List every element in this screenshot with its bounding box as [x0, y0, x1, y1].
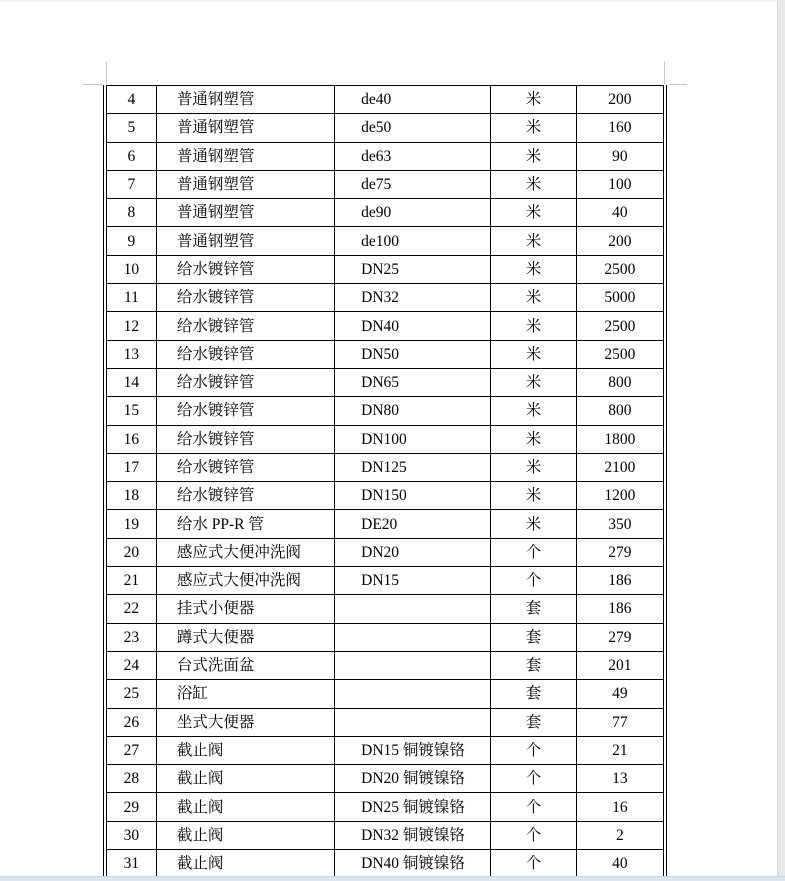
cell-qty[interactable]: 49: [576, 680, 665, 708]
cell-spec[interactable]: [335, 680, 491, 708]
table-row: [105, 793, 665, 821]
table-row: [105, 312, 665, 340]
table-row: [105, 227, 665, 255]
cell-number[interactable]: 8: [105, 199, 156, 227]
window-bottom-strip: [0, 876, 785, 881]
cell-unit[interactable]: 米: [491, 425, 577, 453]
cell-unit[interactable]: 米: [491, 312, 577, 340]
cell-number[interactable]: 16: [105, 425, 156, 453]
cell-name[interactable]: 感应式大便冲洗阀: [156, 567, 334, 595]
cell-qty[interactable]: 1800: [576, 425, 665, 453]
cell-name[interactable]: 普通钢塑管: [156, 199, 334, 227]
cell-number[interactable]: 27: [105, 736, 156, 764]
cell-unit[interactable]: 个: [491, 538, 577, 566]
cell-unit[interactable]: 个: [491, 850, 577, 878]
cell-number[interactable]: 28: [105, 765, 156, 793]
cell-spec[interactable]: de40: [335, 86, 491, 114]
cell-number[interactable]: 9: [105, 227, 156, 255]
cell-number[interactable]: 13: [105, 340, 156, 368]
cell-name[interactable]: 给水 PP-R 管: [156, 510, 334, 538]
cell-name[interactable]: 截止阀: [156, 850, 334, 878]
cell-name[interactable]: 普通钢塑管: [156, 227, 334, 255]
text-boundary-mark-top-right-vertical: [664, 62, 665, 84]
table-row: [105, 114, 665, 142]
cell-unit[interactable]: 个: [491, 567, 577, 595]
cell-number[interactable]: 21: [105, 567, 156, 595]
cell-qty[interactable]: 350: [576, 510, 665, 538]
table-row: [105, 199, 665, 227]
cell-qty[interactable]: 13: [576, 765, 665, 793]
table-row: [105, 765, 665, 793]
cell-unit[interactable]: 个: [491, 736, 577, 764]
cell-unit[interactable]: 米: [491, 86, 577, 114]
cell-number[interactable]: 15: [105, 397, 156, 425]
cell-qty[interactable]: 201: [576, 651, 665, 679]
cell-unit[interactable]: 个: [491, 821, 577, 849]
cell-spec[interactable]: DN50: [335, 340, 491, 368]
cell-spec[interactable]: DN25: [335, 255, 491, 283]
cell-spec[interactable]: DN25 铜镀镍铬: [335, 793, 491, 821]
cell-number[interactable]: 14: [105, 368, 156, 396]
cell-number[interactable]: 7: [105, 170, 156, 198]
text-boundary-mark-top-left-horizontal: [83, 84, 102, 85]
cell-qty[interactable]: 800: [576, 368, 665, 396]
table-row: [105, 368, 665, 396]
cell-spec[interactable]: [335, 651, 491, 679]
cell-qty[interactable]: 186: [576, 595, 665, 623]
cell-name[interactable]: 挂式小便器: [156, 595, 334, 623]
cell-unit[interactable]: 米: [491, 170, 577, 198]
cell-number[interactable]: 6: [105, 142, 156, 170]
cell-spec[interactable]: [335, 708, 491, 736]
cell-spec[interactable]: DE20: [335, 510, 491, 538]
table-row: [105, 86, 665, 114]
table-row: [105, 595, 665, 623]
cell-spec[interactable]: DN40 铜镀镍铬: [335, 850, 491, 878]
cell-unit[interactable]: 个: [491, 765, 577, 793]
table-row: [105, 255, 665, 283]
cell-unit[interactable]: 米: [491, 510, 577, 538]
cell-unit[interactable]: 米: [491, 227, 577, 255]
cell-qty[interactable]: 40: [576, 850, 665, 878]
cell-spec[interactable]: DN100: [335, 425, 491, 453]
cell-name[interactable]: 蹲式大便器: [156, 623, 334, 651]
cell-unit[interactable]: 米: [491, 199, 577, 227]
cell-qty[interactable]: 2500: [576, 255, 665, 283]
table-row: [105, 850, 665, 878]
cell-unit[interactable]: 米: [491, 482, 577, 510]
cell-name[interactable]: 截止阀: [156, 821, 334, 849]
cell-number[interactable]: 20: [105, 538, 156, 566]
table-row: [105, 425, 665, 453]
cell-qty[interactable]: 279: [576, 538, 665, 566]
cell-name[interactable]: 浴缸: [156, 680, 334, 708]
table-row: [105, 567, 665, 595]
text-boundary-mark-top-left-vertical: [106, 62, 107, 84]
cell-number[interactable]: 29: [105, 793, 156, 821]
cell-qty[interactable]: 200: [576, 227, 665, 255]
text-boundary-mark-top-right-horizontal: [669, 84, 687, 85]
cell-spec[interactable]: de75: [335, 170, 491, 198]
cell-name[interactable]: 给水镀锌管: [156, 255, 334, 283]
cell-spec[interactable]: de63: [335, 142, 491, 170]
cell-name[interactable]: 普通钢塑管: [156, 170, 334, 198]
cell-name[interactable]: 给水镀锌管: [156, 340, 334, 368]
table-row: [105, 284, 665, 312]
cell-name[interactable]: 坐式大便器: [156, 708, 334, 736]
cell-spec[interactable]: DN20 铜镀镍铬: [335, 765, 491, 793]
cell-spec[interactable]: de90: [335, 199, 491, 227]
cell-name[interactable]: 台式洗面盆: [156, 651, 334, 679]
cell-number[interactable]: 30: [105, 821, 156, 849]
cell-unit[interactable]: 米: [491, 397, 577, 425]
cell-unit[interactable]: 米: [491, 255, 577, 283]
cell-spec[interactable]: DN32 铜镀镍铬: [335, 821, 491, 849]
cell-unit[interactable]: 米: [491, 340, 577, 368]
cell-name[interactable]: 截止阀: [156, 736, 334, 764]
cell-spec[interactable]: [335, 595, 491, 623]
cell-number[interactable]: 17: [105, 453, 156, 481]
page-edge-strip: [777, 0, 785, 876]
cell-number[interactable]: 26: [105, 708, 156, 736]
cell-spec[interactable]: DN32: [335, 284, 491, 312]
cell-name[interactable]: 普通钢塑管: [156, 142, 334, 170]
cell-name[interactable]: 给水镀锌管: [156, 425, 334, 453]
cell-qty[interactable]: 279: [576, 623, 665, 651]
cell-qty[interactable]: 40: [576, 199, 665, 227]
cell-spec[interactable]: DN125: [335, 453, 491, 481]
cell-name[interactable]: 给水镀锌管: [156, 368, 334, 396]
cell-qty[interactable]: 90: [576, 142, 665, 170]
cell-qty[interactable]: 800: [576, 397, 665, 425]
cell-unit[interactable]: 个: [491, 793, 577, 821]
cell-spec[interactable]: DN20: [335, 538, 491, 566]
cell-number[interactable]: 11: [105, 284, 156, 312]
cell-number[interactable]: 24: [105, 651, 156, 679]
cell-spec[interactable]: DN15 铜镀镍铬: [335, 736, 491, 764]
cell-qty[interactable]: 186: [576, 567, 665, 595]
cell-name[interactable]: 给水镀锌管: [156, 482, 334, 510]
table-row: [105, 680, 665, 708]
table-row: [105, 736, 665, 764]
cell-spec[interactable]: DN80: [335, 397, 491, 425]
cell-qty[interactable]: 2500: [576, 312, 665, 340]
cell-name[interactable]: 普通钢塑管: [156, 86, 334, 114]
cell-qty[interactable]: 1200: [576, 482, 665, 510]
cell-number[interactable]: 18: [105, 482, 156, 510]
cell-number[interactable]: 31: [105, 850, 156, 878]
materials-table-body: [105, 86, 665, 878]
cell-qty[interactable]: 100: [576, 170, 665, 198]
cell-qty[interactable]: 5000: [576, 284, 665, 312]
cell-unit[interactable]: 米: [491, 453, 577, 481]
table-row: [105, 453, 665, 481]
materials-table: [103, 85, 667, 878]
cell-name[interactable]: 给水镀锌管: [156, 453, 334, 481]
cell-spec[interactable]: de100: [335, 227, 491, 255]
table-row: [105, 708, 665, 736]
cell-qty[interactable]: 2500: [576, 340, 665, 368]
cell-unit[interactable]: 米: [491, 114, 577, 142]
table-row: [105, 821, 665, 849]
cell-number[interactable]: 4: [105, 86, 156, 114]
cell-number[interactable]: 22: [105, 595, 156, 623]
cell-name[interactable]: 给水镀锌管: [156, 397, 334, 425]
top-edge-shade: [0, 0, 785, 2]
cell-unit[interactable]: 米: [491, 142, 577, 170]
cell-name[interactable]: 给水镀锌管: [156, 284, 334, 312]
cell-name[interactable]: 截止阀: [156, 793, 334, 821]
cell-qty[interactable]: 200: [576, 86, 665, 114]
cell-number[interactable]: 10: [105, 255, 156, 283]
cell-qty[interactable]: 2100: [576, 453, 665, 481]
cell-number[interactable]: 19: [105, 510, 156, 538]
table-row: [105, 482, 665, 510]
cell-unit[interactable]: 米: [491, 368, 577, 396]
table-row: [105, 397, 665, 425]
table-row: [105, 142, 665, 170]
cell-unit[interactable]: 套: [491, 680, 577, 708]
cell-spec[interactable]: DN15: [335, 567, 491, 595]
cell-name[interactable]: 普通钢塑管: [156, 114, 334, 142]
cell-name[interactable]: 感应式大便冲洗阀: [156, 538, 334, 566]
cell-number[interactable]: 5: [105, 114, 156, 142]
cell-unit[interactable]: 套: [491, 708, 577, 736]
cell-qty[interactable]: 21: [576, 736, 665, 764]
cell-qty[interactable]: 2: [576, 821, 665, 849]
cell-spec[interactable]: DN150: [335, 482, 491, 510]
cell-unit[interactable]: 套: [491, 623, 577, 651]
table-row: [105, 170, 665, 198]
table-row: [105, 651, 665, 679]
cell-spec[interactable]: DN65: [335, 368, 491, 396]
cell-unit[interactable]: 套: [491, 595, 577, 623]
cell-qty[interactable]: 160: [576, 114, 665, 142]
table-row: [105, 340, 665, 368]
cell-unit[interactable]: 套: [491, 651, 577, 679]
cell-number[interactable]: 12: [105, 312, 156, 340]
cell-number[interactable]: 23: [105, 623, 156, 651]
cell-number[interactable]: 25: [105, 680, 156, 708]
table-row: [105, 623, 665, 651]
cell-spec[interactable]: de50: [335, 114, 491, 142]
cell-name[interactable]: 截止阀: [156, 765, 334, 793]
cell-qty[interactable]: 16: [576, 793, 665, 821]
cell-spec[interactable]: DN40: [335, 312, 491, 340]
cell-spec[interactable]: [335, 623, 491, 651]
table-row: [105, 538, 665, 566]
cell-unit[interactable]: 米: [491, 284, 577, 312]
cell-qty[interactable]: 77: [576, 708, 665, 736]
table-row: [105, 510, 665, 538]
cell-name[interactable]: 给水镀锌管: [156, 312, 334, 340]
